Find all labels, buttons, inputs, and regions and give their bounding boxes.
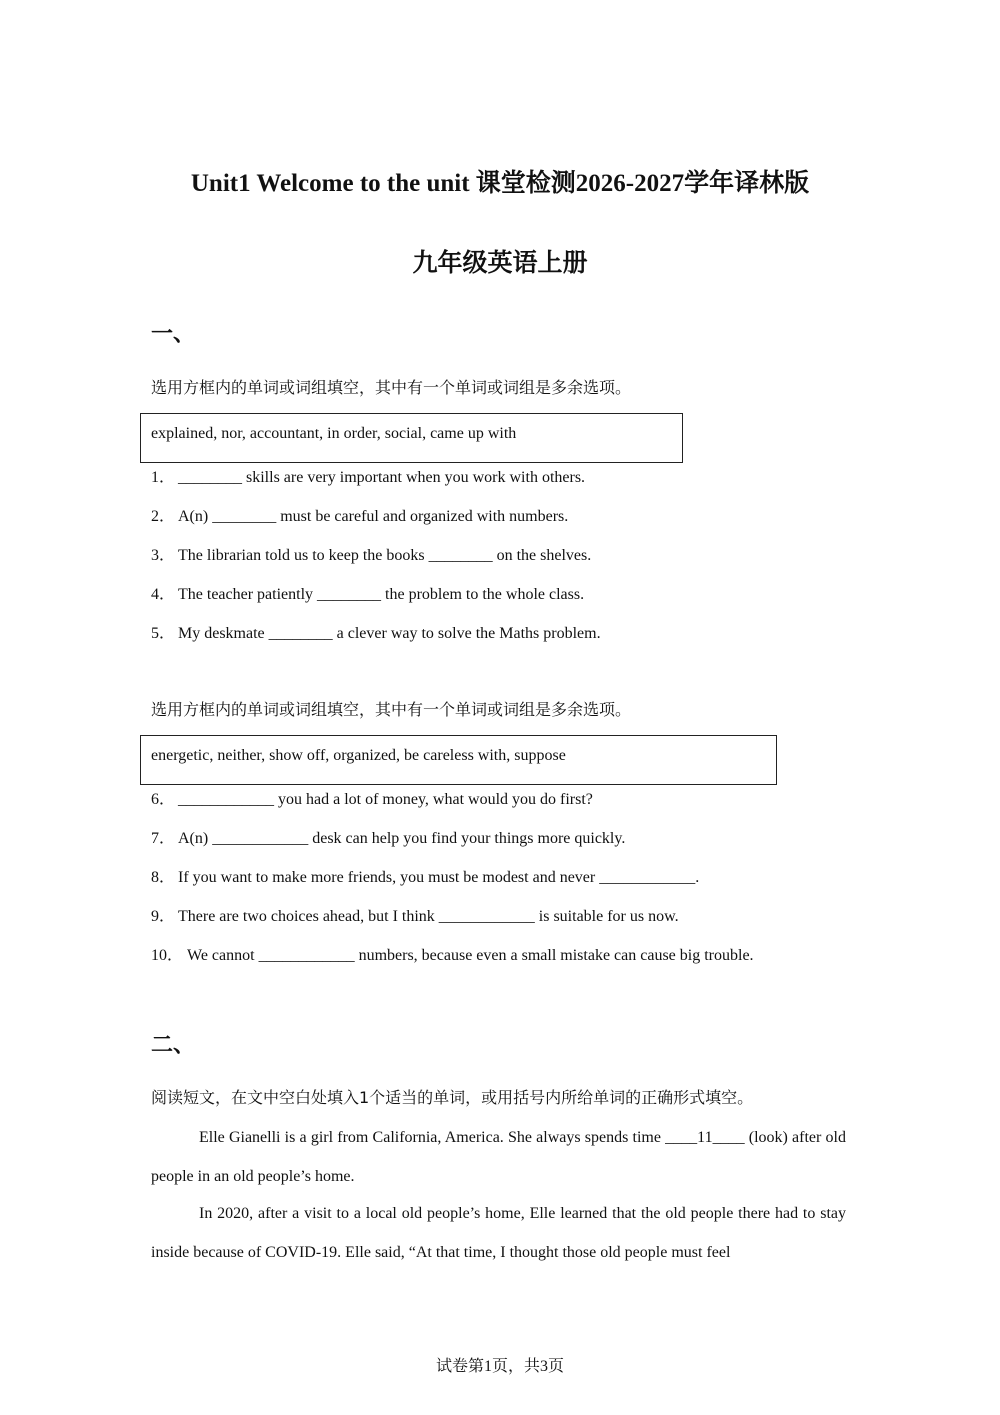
page-footer: 试卷第1页，共3页 [435,1358,564,1375]
question-text: A(n) ________ must be careful and organized with numbers. [178,508,569,525]
question-number: 9． [151,908,176,925]
question-text: The teacher patiently ________ the problem to the whole class. [178,586,585,603]
question-3 [151,545,591,567]
question-number: 6． [151,791,176,808]
passage-paragraph-2: In 2020, after a visit to a local old people’s home, Elle learned that the old people there had to stay inside because of COVID-19. Elle said, “At that time, I thought those old people must feel [151,1205,846,1261]
question-number: 7． [151,830,176,847]
document-title-line2: 九年级英语上册 [412,250,588,277]
question-number: 4． [151,586,176,603]
question-text: My deskmate ________ a clever way to solve the Maths problem. [178,625,601,642]
question-2 [151,506,568,528]
question-number: 3． [151,547,176,564]
section1-heading: 一、 [151,322,196,347]
word-box-2-text: energetic, neither, show off, organized, be careless with, suppose [151,747,566,764]
word-box-2 [140,735,777,785]
document-title-line1: Unit1 Welcome to the unit 课堂检测2026-2027学年译林版 [190,170,810,197]
section1-part2-instruction: 选用方框内的单词或词组填空，其中有一个单词或词组是多余选项。 [151,700,632,719]
question-text: ________ skills are very important when you work with others. [178,469,586,486]
passage-paragraph-1: Elle Gianelli is a girl from California, America. She always spends time ____11____ (look) after old people in an old people’s home. [151,1129,846,1185]
section1-part1-instruction: 选用方框内的单词或词组填空，其中有一个单词或词组是多余选项。 [151,378,632,397]
question-text: We cannot ____________ numbers, because even a small mistake can cause big trouble. [187,947,754,964]
question-number: 1． [151,469,176,486]
question-8 [151,867,699,889]
section2-instruction: 阅读短文，在文中空白处填入1个适当的单词，或用括号内所给单词的正确形式填空。 [151,1088,754,1107]
question-5 [151,623,601,645]
word-box-1-text: explained, nor, accountant, in order, social, came up with [151,425,517,442]
question-number: 5． [151,625,176,642]
question-7 [151,828,625,850]
question-number: 8． [151,869,176,886]
question-6 [151,789,593,811]
question-1 [151,467,585,489]
question-text: If you want to make more friends, you must be modest and never ____________. [178,869,700,886]
question-4 [151,584,584,606]
question-text: The librarian told us to keep the books ________ on the shelves. [178,547,592,564]
section2-heading: 二、 [151,1033,196,1058]
question-number: 2． [151,508,176,525]
question-text: ____________ you had a lot of money, what would you do first? [178,791,593,808]
question-10 [151,945,754,967]
question-number: 10． [151,947,184,964]
question-text: There are two choices ahead, but I think ____________ is suitable for us now. [178,908,679,925]
question-text: A(n) ____________ desk can help you find your things more quickly. [178,830,626,847]
word-box-1 [140,413,683,463]
question-9 [151,906,679,928]
